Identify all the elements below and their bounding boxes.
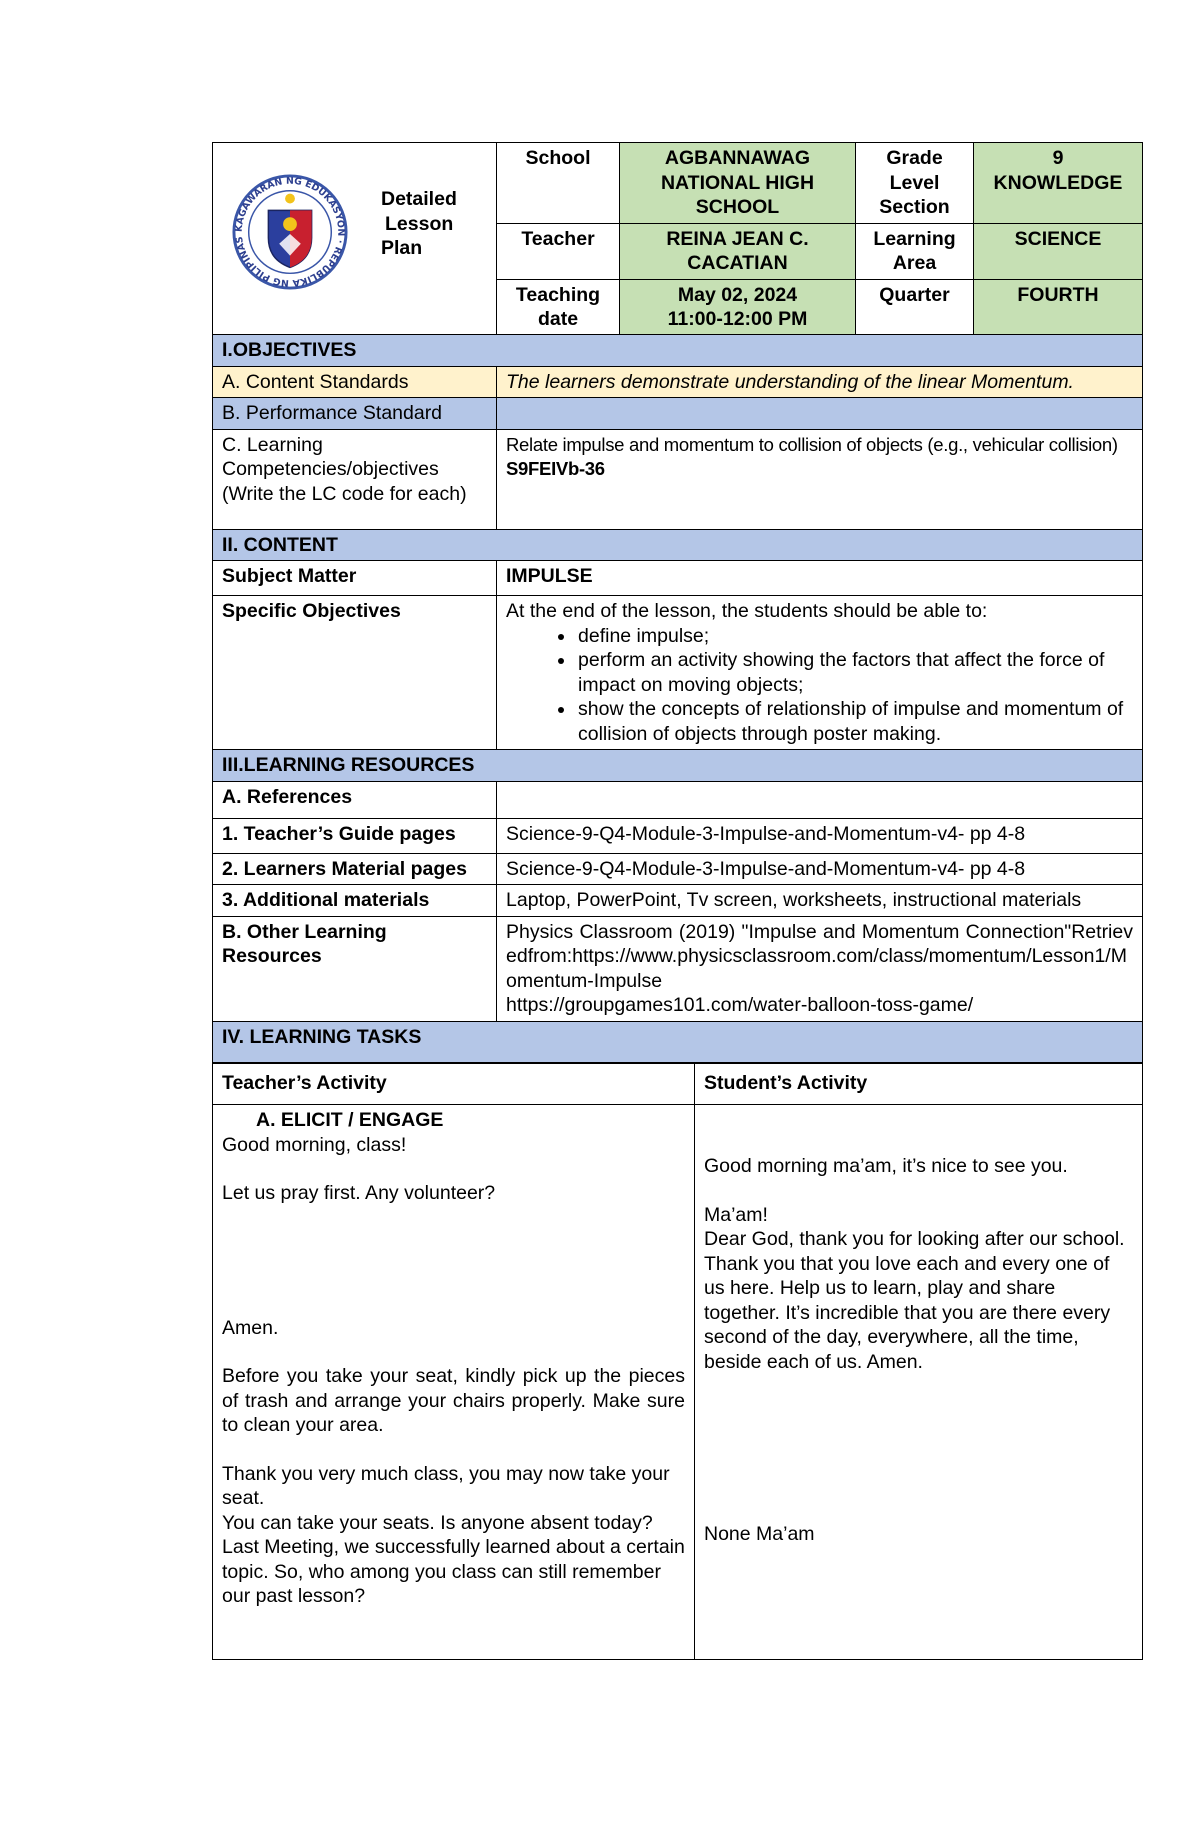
svg-text:KAGAWARAN NG EDUKASYON · REPUB: KAGAWARAN NG EDUKASYON · REPUBLIKA NG PILIPINAS: [233, 175, 347, 289]
references-label: A. References: [213, 781, 497, 818]
section-name: KNOWLEDGE: [993, 171, 1123, 194]
student-activity-cell: [695, 1105, 1143, 1660]
date-day: May 02, 2024: [677, 283, 798, 306]
doc-title-line1: Detailed: [381, 188, 457, 210]
competencies-label: C. Learning Competencies/objectives (Write the LC code for each): [213, 429, 497, 529]
competencies-value: [497, 429, 1143, 529]
learners-material-label: 2. Learners Material pages: [213, 853, 497, 885]
grade-value: [974, 143, 1143, 224]
teacher-value: REINA JEAN C. CACATIAN: [620, 223, 856, 279]
header-table: [212, 142, 1143, 336]
section-elicit-engage: A. ELICIT / ENGAGE: [256, 1109, 444, 1131]
other-resources-label: B. Other Learning Resources: [213, 916, 497, 1021]
specific-objectives-list: [506, 624, 1133, 747]
quarter-value: FOURTH: [974, 279, 1143, 335]
school-label: School: [497, 143, 620, 224]
subject-value: IMPULSE: [497, 561, 1143, 596]
student-activity-header: Student’s Activity: [695, 1063, 1143, 1105]
student-volunteer: Ma’am!: [704, 1203, 768, 1226]
lesson-plan-document: [212, 142, 1142, 1660]
teacher-pray: Let us pray first. Any volunteer?: [222, 1182, 496, 1204]
learning-tasks-table: [212, 1062, 1143, 1660]
performance-standard-label: B. Performance Standard: [213, 398, 497, 430]
learning-tasks-title: IV. LEARNING TASKS: [213, 1021, 1143, 1063]
teacher-absent-question: You can take your seats. Is anyone absent today?: [222, 1511, 653, 1534]
grade-number: 9: [1052, 147, 1064, 169]
grade-label: Grade Level Section: [856, 143, 974, 224]
doc-title-line3: Plan: [381, 237, 423, 259]
teacher-activity-header: Teacher’s Activity: [213, 1063, 695, 1105]
objectives-title: I.OBJECTIVES: [213, 335, 1143, 367]
deped-seal-icon: [231, 173, 349, 291]
learners-material-value: Science-9-Q4-Module-3-Impulse-and-Momentum-v4- pp 4-8: [497, 853, 1143, 885]
performance-standard-value: [497, 398, 1143, 430]
teacher-label: Teacher: [497, 223, 620, 279]
list-item: • show the concepts of relationship of impulse and momentum of collision of objects through poster making.: [576, 697, 1133, 746]
competencies-text: Relate impulse and momentum to collision of objects (e.g., vehicular collision): [506, 433, 1118, 455]
teacher-activity-cell: [213, 1105, 695, 1660]
list-item: • define impulse;: [576, 624, 1133, 649]
additional-materials-value: Laptop, PowerPoint, Tv screen, worksheets, instructional materials: [497, 885, 1143, 917]
teacher-trash-instruction: Before you take your seat, kindly pick up the pieces of trash and arrange your chairs properly. Make sure to clean your area.: [222, 1365, 685, 1436]
lesson-body-table: [212, 334, 1143, 1064]
other-resources-value: [497, 916, 1143, 1021]
area-value: SCIENCE: [974, 223, 1143, 279]
doc-title-line2: Lesson: [385, 212, 454, 235]
teacher-last-meeting: Last Meeting, we successfully learned about a certain topic. So, who among you class can still remember our past lesson?: [222, 1536, 685, 1607]
student-greeting: Good morning ma’am, it’s nice to see you.: [704, 1155, 1068, 1177]
content-title: II. CONTENT: [213, 529, 1143, 561]
teachers-guide-value: Science-9-Q4-Module-3-Impulse-and-Momentum-v4- pp 4-8: [497, 818, 1143, 853]
specific-intro: At the end of the lesson, the students should be able to:: [506, 600, 988, 622]
specific-objectives-label: Specific Objectives: [213, 596, 497, 750]
competencies-code: S9FEIVb-36: [506, 458, 605, 479]
other-resources-link: https://groupgames101.com/water-balloon-toss-game/: [506, 994, 974, 1016]
teachers-guide-label: 1. Teacher’s Guide pages: [213, 818, 497, 853]
content-standards-label: A. Content Standards: [213, 366, 497, 398]
area-label: Learning Area: [856, 223, 974, 279]
specific-objectives-value: [497, 596, 1143, 750]
subject-label: Subject Matter: [213, 561, 497, 596]
other-resources-citation: Physics Classroom (2019) "Impulse and Momentum Connection"Retrievedfrom:https://www.physicsclassroom.com/class/momentum/Lesson1/Momentum-Impulse: [506, 920, 1133, 992]
list-item: • perform an activity showing the factors that affect the force of impact on moving objects;: [576, 648, 1133, 697]
content-standards-value: The learners demonstrate understanding of the linear Momentum.: [497, 366, 1143, 398]
quarter-label: Quarter: [856, 279, 974, 335]
doc-title: [381, 187, 457, 261]
date-value: [620, 279, 856, 335]
date-label: Teaching date: [497, 279, 620, 335]
seal-cell: [213, 143, 497, 336]
teacher-thanks: Thank you very much class, you may now take your seat.: [222, 1462, 670, 1509]
school-value: AGBANNAWAG NATIONAL HIGH SCHOOL: [620, 143, 856, 224]
references-value: [497, 781, 1143, 818]
teacher-greeting: Good morning, class!: [222, 1133, 407, 1156]
teacher-amen: Amen.: [222, 1316, 279, 1339]
additional-materials-label: 3. Additional materials: [213, 885, 497, 917]
student-none-absent: None Ma’am: [704, 1523, 815, 1545]
student-prayer: Dear God, thank you for looking after our school. Thank you that you love each and every one of us here. Help us to learn, play and share together. It’s incredible that you are there every second of the day, everywhere, all the time, beside each of us. Amen.: [704, 1228, 1125, 1373]
resources-title: III.LEARNING RESOURCES: [213, 750, 1143, 782]
date-time: 11:00-12:00 PM: [667, 308, 808, 330]
